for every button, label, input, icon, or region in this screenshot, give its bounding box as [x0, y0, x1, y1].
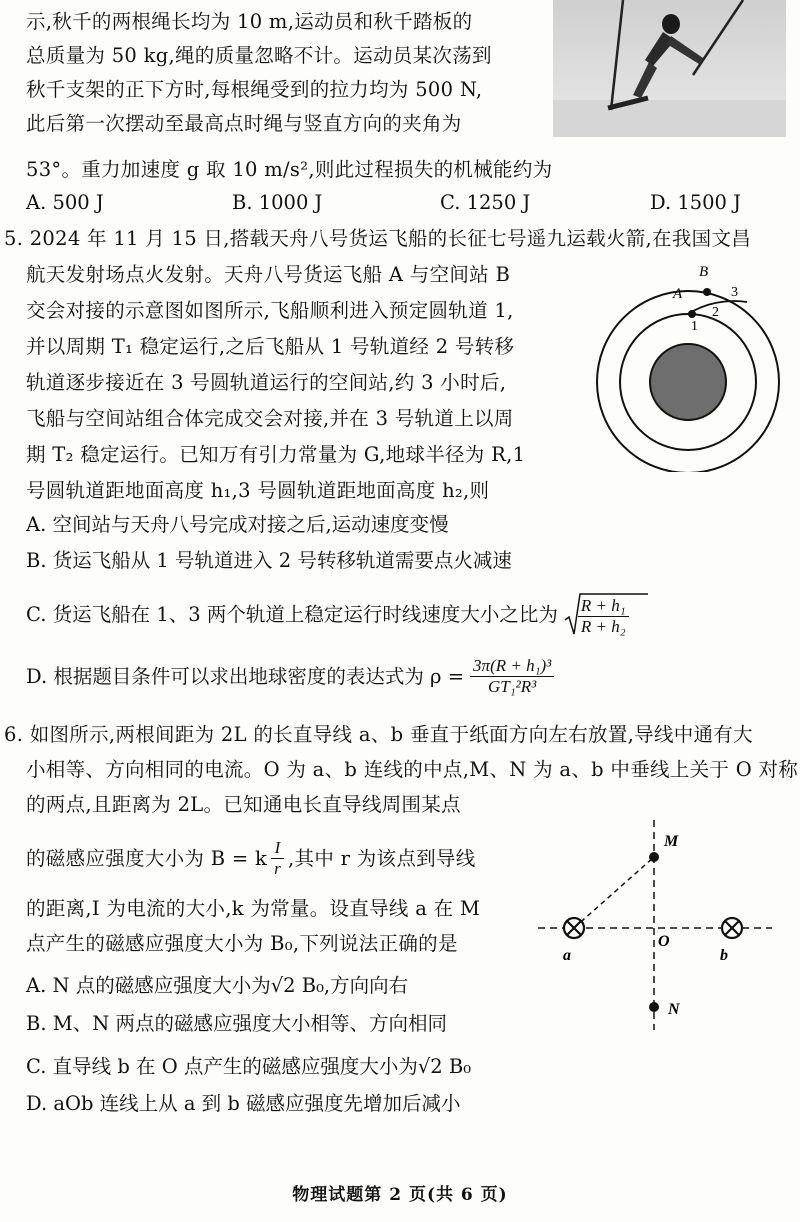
label-b: B [699, 264, 709, 280]
q5-option-c [26, 592, 629, 637]
wire-b-cross-icon [722, 918, 742, 938]
field-fraction [271, 838, 284, 879]
q4-option-d: D. 1500 J [650, 191, 741, 214]
point-b [703, 288, 711, 296]
orbit-diagram [585, 262, 785, 472]
q5-c-denominator: R + h₂ [580, 617, 626, 636]
q6-line-2: 小相等、方向相同的电流。O 为 a、b 连线的中点,M、N 为 a、b 中垂线上关于 O 对称 [26, 758, 799, 781]
q5-line-8: 号圆轨道距地面高度 h₁,3 号圆轨道距地面高度 h₂,则 [26, 479, 490, 502]
sqrt-sign [564, 592, 648, 638]
q6-line-4-pre: 的磁感应强度大小为 B = k [26, 846, 268, 870]
q6-option-b: B. M、N 两点的磁感应强度大小相等、方向相同 [26, 1012, 447, 1035]
q6-line-3: 的两点,且距离为 2L。已知通电长直导线周围某点 [26, 793, 461, 816]
sqrt-expression [564, 592, 629, 637]
point-n [649, 1002, 659, 1012]
label-m: M [664, 833, 679, 850]
q5-line-1: 5. 2024 年 11 月 15 日,搭载天舟八号货运飞船的长征七号遥九运载火箭,在我国文昌 [4, 227, 752, 250]
field-denominator: r [274, 859, 282, 878]
q5-line-5: 轨道逐步接近在 3 号圆轨道运行的空间站,约 3 小时后, [26, 371, 507, 394]
wire-a-cross-icon [564, 918, 584, 938]
label-orbit-1: 1 [691, 319, 698, 334]
q6-option-a: A. N 点的磁感应强度大小为√2 B₀,方向向右 [26, 974, 409, 997]
label-a: A [673, 286, 683, 302]
q4-option-b: B. 1000 J [232, 191, 323, 214]
q5-c-numerator: R + h₁ [578, 596, 629, 617]
field-numerator: I [271, 838, 284, 859]
swing-photo [553, 0, 786, 137]
q6-option-c: C. 直导线 b 在 O 点产生的磁感应强度大小为√2 B₀ [26, 1055, 472, 1078]
q5-option-c-text: C. 货运飞船在 1、3 两个轨道上稳定运行时线速度大小之比为 [26, 602, 558, 626]
q4-line-1: 示,秋千的两根绳长均为 10 m,运动员和秋千踏板的 [26, 10, 473, 33]
point-a [688, 310, 696, 318]
q6-line-4-post: ,其中 r 为该点到导线 [288, 846, 476, 870]
label-orbit-3: 3 [731, 285, 738, 300]
label-a: a [563, 947, 571, 964]
point-m [649, 852, 659, 862]
wires-diagram [530, 820, 780, 1030]
q4-line-3: 秋千支架的正下方时,每根绳受到的拉力均为 500 N, [26, 78, 483, 101]
q6-line-1: 6. 如图所示,两根间距为 2L 的长直导线 a、b 垂直于纸面方向左右放置,导线中通有大 [4, 723, 753, 746]
q4-line-2: 总质量为 50 kg,绳的质量忽略不计。运动员某次荡到 [26, 44, 492, 67]
label-b: b [720, 947, 728, 964]
label-n: N [668, 1001, 680, 1018]
a-to-m-line [574, 857, 654, 928]
q5-option-b: B. 货运飞船从 1 号轨道进入 2 号转移轨道需要点火减速 [26, 549, 512, 572]
q6-option-d: D. aOb 连线上从 a 到 b 磁感应强度先增加后减小 [26, 1092, 461, 1115]
label-orbit-2: 2 [712, 305, 719, 320]
density-fraction [470, 656, 554, 697]
label-o: O [658, 933, 670, 950]
q6-line-5: 的距离,I 为电流的大小,k 为常量。设直导线 a 在 M [26, 897, 481, 920]
q4-option-c: C. 1250 J [440, 191, 531, 214]
q4-option-a: A. 500 J [26, 191, 104, 214]
q5-option-d-text: D. 根据题目条件可以求出地球密度的表达式为 ρ = [26, 664, 465, 688]
earth [650, 344, 726, 420]
page-footer: 物理试题第 2 页(共 6 页) [292, 1185, 508, 1205]
q5-option-d [26, 656, 554, 697]
q6-line-6: 点产生的磁感应强度大小为 B₀,下列说法正确的是 [26, 932, 458, 955]
q5-d-denominator: GT₁²R³ [488, 677, 537, 696]
q5-option-a: A. 空间站与天舟八号完成对接之后,运动速度变慢 [26, 513, 449, 536]
q6-line-4 [26, 838, 476, 879]
q5-d-numerator: 3π(R + h₁)³ [470, 656, 554, 677]
q5-line-3: 交会对接的示意图如图所示,飞船顺利进入预定圆轨道 1, [26, 299, 514, 322]
q5-line-4: 并以周期 T₁ 稳定运行,之后飞船从 1 号轨道经 2 号转移 [26, 335, 515, 358]
q5-line-6: 飞船与空间站组合体完成交会对接,并在 3 号轨道上以周 [26, 407, 514, 430]
q5-line-7: 期 T₂ 稳定运行。已知万有引力常量为 G,地球半径为 R,1 [26, 443, 526, 466]
q5-line-2: 航天发射场点火发射。天舟八号货运飞船 A 与空间站 B [26, 263, 511, 286]
q4-line-4: 此后第一次摆动至最高点时绳与竖直方向的夹角为 [26, 112, 462, 135]
q4-line-5: 53°。重力加速度 g 取 10 m/s²,则此过程损失的机械能约为 [26, 158, 553, 181]
